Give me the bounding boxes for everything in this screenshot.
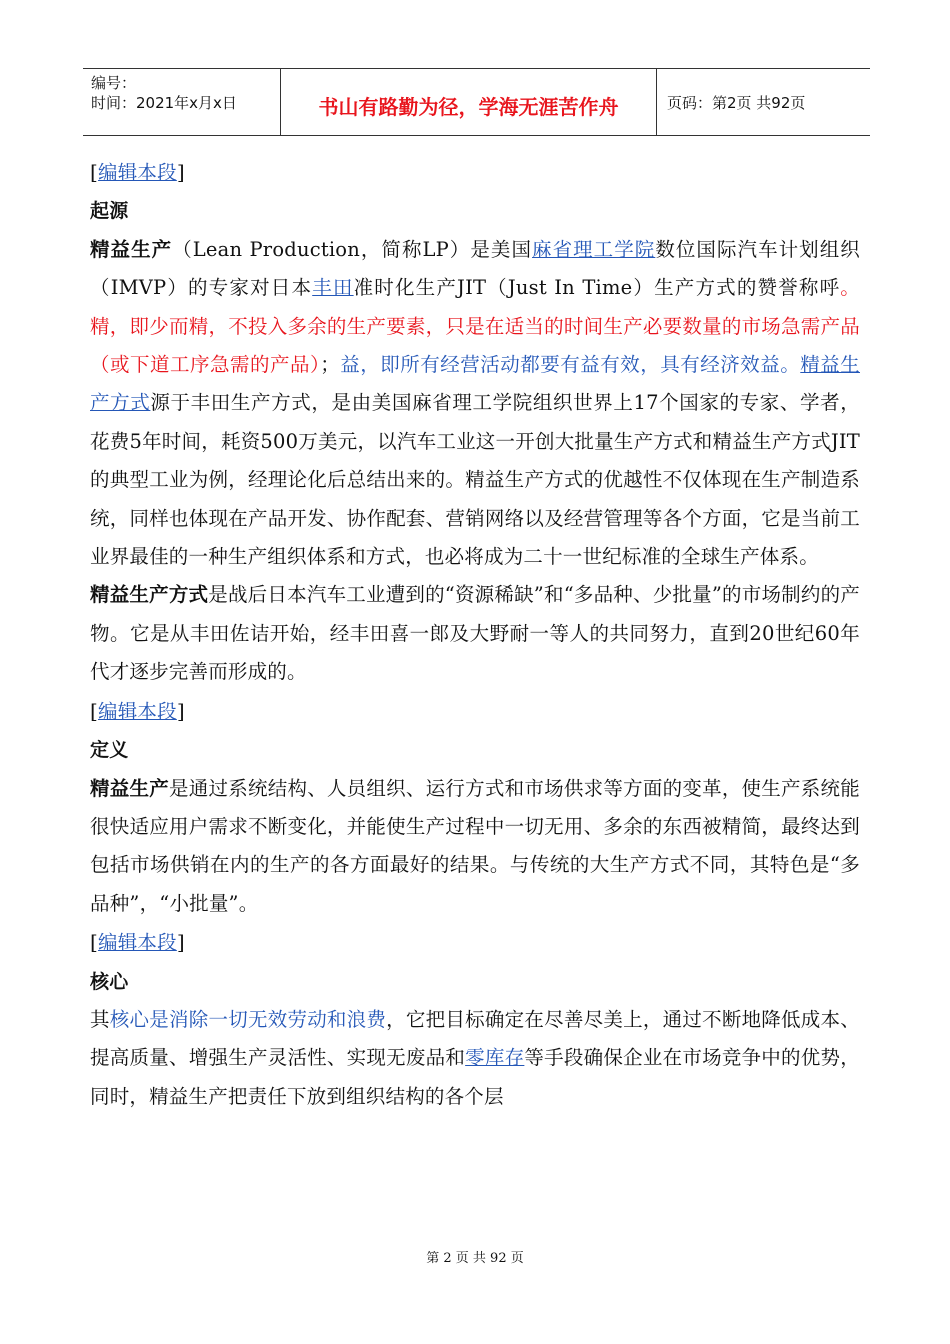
paragraph-origin-1: 精益生产（Lean Production，简称LP）是美国麻省理工学院数位国际汽车计划组织（IMVP）的专家对日本丰田准时化生产JIT（Just In Time）生产方式的赞誉称呼。精，即少而精，不投入多余的生产要素，只是在适当的时间生产必要数量的市场急需产品（或下道工序急需的产品）；益，即所有经营活动都要有益有效，具有经济效益。精益生产方式源于丰田生产方式，是由美国麻省理工学院组织世界上17个国家的专家、学者，花费5年时间，耗资500万美元，以汽车工业这一开创大批量生产方式和精益生产方式JIT的典型工业为例，经理论化后总结出来的。精益生产方式的优越性不仅体现在生产制造系统，同样也体现在产品开发、协作配套、营销网络以及经营管理等各个方面，它是当前工业界最佳的一种生产组织体系和方式，也必将成为二十一世纪标准的全球生产体系。 <box>90 237 860 569</box>
term-lean-production-def: 精益生产 <box>90 776 169 800</box>
edit-link[interactable]: 编辑本段 <box>98 931 177 955</box>
edit-section-link-1: [编辑本段] <box>90 160 185 184</box>
edit-section-link-2: [编辑本段] <box>90 698 185 723</box>
document-body <box>90 153 860 1116</box>
term-lean-production: 精益生产 <box>90 237 173 261</box>
link-zero-inventory[interactable]: 零库存 <box>465 1046 525 1070</box>
header-number-label: 编号： <box>91 74 137 92</box>
page-footer: 第 2 页 共 92 页 <box>426 1251 524 1266</box>
section-title-definition: 定义 <box>90 739 129 762</box>
header-motto: 书山有路勤为径，学海无涯苦作舟 <box>281 69 657 135</box>
section-title-core: 核心 <box>90 970 129 993</box>
edit-link[interactable]: 编辑本段 <box>98 161 177 184</box>
link-toyota[interactable]: 丰田 <box>312 276 354 300</box>
section-title-origin: 起源 <box>90 200 129 223</box>
paragraph-origin-2: 精益生产方式是战后日本汽车工业遭到的“资源稀缺”和“多品种、少批量”的市场制约的产物。它是从丰田佐诘开始，经丰田喜一郎及大野耐一等人的共同努力，直到20世纪60年代才逐步完善而形成的。 <box>90 583 860 684</box>
edit-section-link-3: [编辑本段] <box>90 930 185 955</box>
link-mit[interactable]: 麻省理工学院 <box>532 237 656 261</box>
highlight-blue: 益，即所有经营活动都要有益有效，具有经济效益。 <box>339 353 801 377</box>
header-meta <box>83 69 281 135</box>
header-time-label: 时间：2021年x月x日 <box>91 94 237 112</box>
highlight-red: 。精，即少而精，不投入多余的生产要素，只是在适当的时间生产必要数量的市场急需产品（或下道工序急需的产品） <box>90 276 860 377</box>
page-header <box>83 68 870 136</box>
paragraph-definition: 精益生产是通过系统结构、人员组织、运行方式和市场供求等方面的变革，使生产系统能很快适应用户需求不断变化，并能使生产过程中一切无用、多余的东西被精简，最终达到包括市场供销在内的生产的各方面最好的结果。与传统的大生产方式不同，其特色是“多品种”，“小批量”。 <box>90 776 860 915</box>
link-lean-production-method[interactable]: 精益生产方式 <box>90 353 860 415</box>
header-page-info: 页码：第2页 共92页 <box>667 93 806 112</box>
paragraph-core: 其核心是消除一切无效劳动和浪费，它把目标确定在尽善尽美上，通过不断地降低成本、提高质量、增强生产灵活性、实现无废品和零库存等手段确保企业在市场竞争中的优势，同时，精益生产把责任下放到组织结构的各个层 <box>90 1007 860 1108</box>
term-lean-production-method: 精益生产方式 <box>90 583 209 607</box>
edit-link[interactable]: 编辑本段 <box>98 699 177 723</box>
highlight-core: 核心是消除一切无效劳动和浪费 <box>109 1007 387 1031</box>
